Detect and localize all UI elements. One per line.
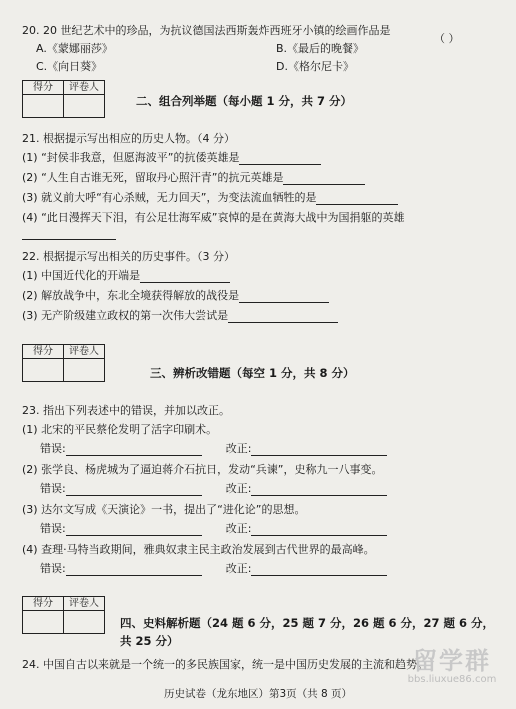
q22-item-2 xyxy=(22,289,329,303)
q22-stem: 22. 根据提示写出相关的历史事件。（3 分） xyxy=(22,250,235,263)
q21-stem: 21. 根据提示写出相应的历史人物。（4 分） xyxy=(22,132,235,145)
correct-label: 改正: xyxy=(225,522,252,535)
q23-stem: 23. 指出下列表述中的错误，并加以改正。 xyxy=(22,404,230,417)
q23-item-4-answers xyxy=(40,562,387,576)
wrong-label: 错误: xyxy=(40,562,66,575)
q23-item-4: (4) 查理·马特当政期间，雅典奴隶主民主政治发展到古代世界的最高峰。 xyxy=(22,543,375,556)
wrong-label: 错误: xyxy=(40,482,66,495)
wrong-label: 错误: xyxy=(40,522,66,535)
q23-item-3: (3) 达尔文写成《天演论》一书，提出了“进化论”的思想。 xyxy=(22,503,306,516)
grader-label: 评卷人 xyxy=(64,345,105,359)
q20-option-d: D.《格尔尼卡》 xyxy=(276,60,354,73)
q21-item-3-text: (3) 就义前大呼“有心杀贼，无力回天”，为变法流血牺牲的是 xyxy=(22,191,317,204)
score-label: 得分 xyxy=(23,81,64,95)
answer-blank[interactable] xyxy=(251,564,387,576)
q20-option-a: A.《蒙娜丽莎》 xyxy=(36,42,113,55)
score-cell xyxy=(23,95,64,118)
answer-blank[interactable] xyxy=(251,444,387,456)
answer-blank[interactable] xyxy=(66,484,202,496)
answer-blank[interactable] xyxy=(140,271,230,283)
grader-label: 评卷人 xyxy=(64,81,105,95)
answer-blank[interactable] xyxy=(283,173,365,185)
q21-item-4: (4) “此日漫挥天下泪，有公足壮海军威”哀悼的是在黄海大战中为国捐躯的英雄 xyxy=(22,211,405,224)
answer-blank[interactable] xyxy=(251,484,387,496)
score-label: 得分 xyxy=(23,345,64,359)
score-table-3 xyxy=(22,344,105,382)
answer-blank[interactable] xyxy=(251,524,387,536)
answer-blank[interactable] xyxy=(66,444,202,456)
q24-stem: 24. 中国自古以来就是一个统一的多民族国家，统一是中国历史发展的主流和趋势。 xyxy=(22,658,428,671)
answer-blank[interactable] xyxy=(239,153,321,165)
grader-label: 评卷人 xyxy=(64,597,105,611)
q21-item-2-text: (2) “人生自古谁无死，留取丹心照汗青”的抗元英雄是 xyxy=(22,171,284,184)
page-footer: 历史试卷（龙东地区）第3页（共 8 页） xyxy=(163,688,353,700)
q23-item-3-answers xyxy=(40,522,387,536)
q20-option-c: C.《向日葵》 xyxy=(36,60,103,73)
watermark-url: bbs.liuxue86.com xyxy=(407,674,497,685)
answer-blank[interactable] xyxy=(239,291,329,303)
section3-title: 三、辨析改错题（每空 1 分，共 8 分） xyxy=(150,366,355,380)
q21-item-2 xyxy=(22,171,365,185)
grader-cell xyxy=(64,359,105,382)
wrong-label: 错误: xyxy=(40,442,66,455)
q20-option-b: B.《最后的晚餐》 xyxy=(276,42,365,55)
watermark-logo xyxy=(392,648,512,686)
q22-item-1-text: (1) 中国近代化的开端是 xyxy=(22,269,141,282)
answer-blank[interactable] xyxy=(66,564,202,576)
correct-label: 改正: xyxy=(225,562,252,575)
q23-item-1: (1) 北宋的平民蔡伦发明了活字印刷术。 xyxy=(22,423,218,436)
score-table-4 xyxy=(22,596,105,634)
grader-cell xyxy=(64,611,105,634)
q22-item-1 xyxy=(22,269,230,283)
q23-item-1-answers xyxy=(40,442,387,456)
q22-item-2-text: (2) 解放战争中，东北全境获得解放的战役是 xyxy=(22,289,240,302)
section2-title: 二、组合列举题（每小题 1 分，共 7 分） xyxy=(136,94,353,108)
section4-title: 四、史料解析题（24 题 6 分，25 题 7 分，26 题 6 分，27 题 6 分， xyxy=(120,616,495,630)
score-label: 得分 xyxy=(23,597,64,611)
q22-item-3-text: (3) 无产阶级建立政权的第一次伟大尝试是 xyxy=(22,309,229,322)
score-cell xyxy=(23,359,64,382)
q22-item-3 xyxy=(22,309,338,323)
q21-item-1-text: (1) “封侯非我意，但愿海波平”的抗倭英雄是 xyxy=(22,151,240,164)
grader-cell xyxy=(64,95,105,118)
answer-blank[interactable] xyxy=(228,311,338,323)
q23-item-2-answers xyxy=(40,482,387,496)
correct-label: 改正: xyxy=(225,442,252,455)
q20-answer-paren: （ ） xyxy=(434,32,460,45)
score-cell xyxy=(23,611,64,634)
q21-item-1 xyxy=(22,151,321,165)
q20-stem: 20. 20 世纪艺术中的珍品，为抗议德国法西斯轰炸西班牙小镇的绘画作品是 xyxy=(22,24,391,37)
answer-blank[interactable] xyxy=(22,228,116,240)
correct-label: 改正: xyxy=(225,482,252,495)
answer-blank[interactable] xyxy=(66,524,202,536)
score-table-2 xyxy=(22,80,105,118)
answer-blank[interactable] xyxy=(316,193,398,205)
watermark-title: 留学群 xyxy=(413,647,491,675)
q21-item-3 xyxy=(22,191,398,205)
section4-title-cont: 共 25 分） xyxy=(120,634,179,648)
q23-item-2: (2) 张学良、杨虎城为了逼迫蒋介石抗日，发动“兵谏”，史称九一八事变。 xyxy=(22,463,383,476)
